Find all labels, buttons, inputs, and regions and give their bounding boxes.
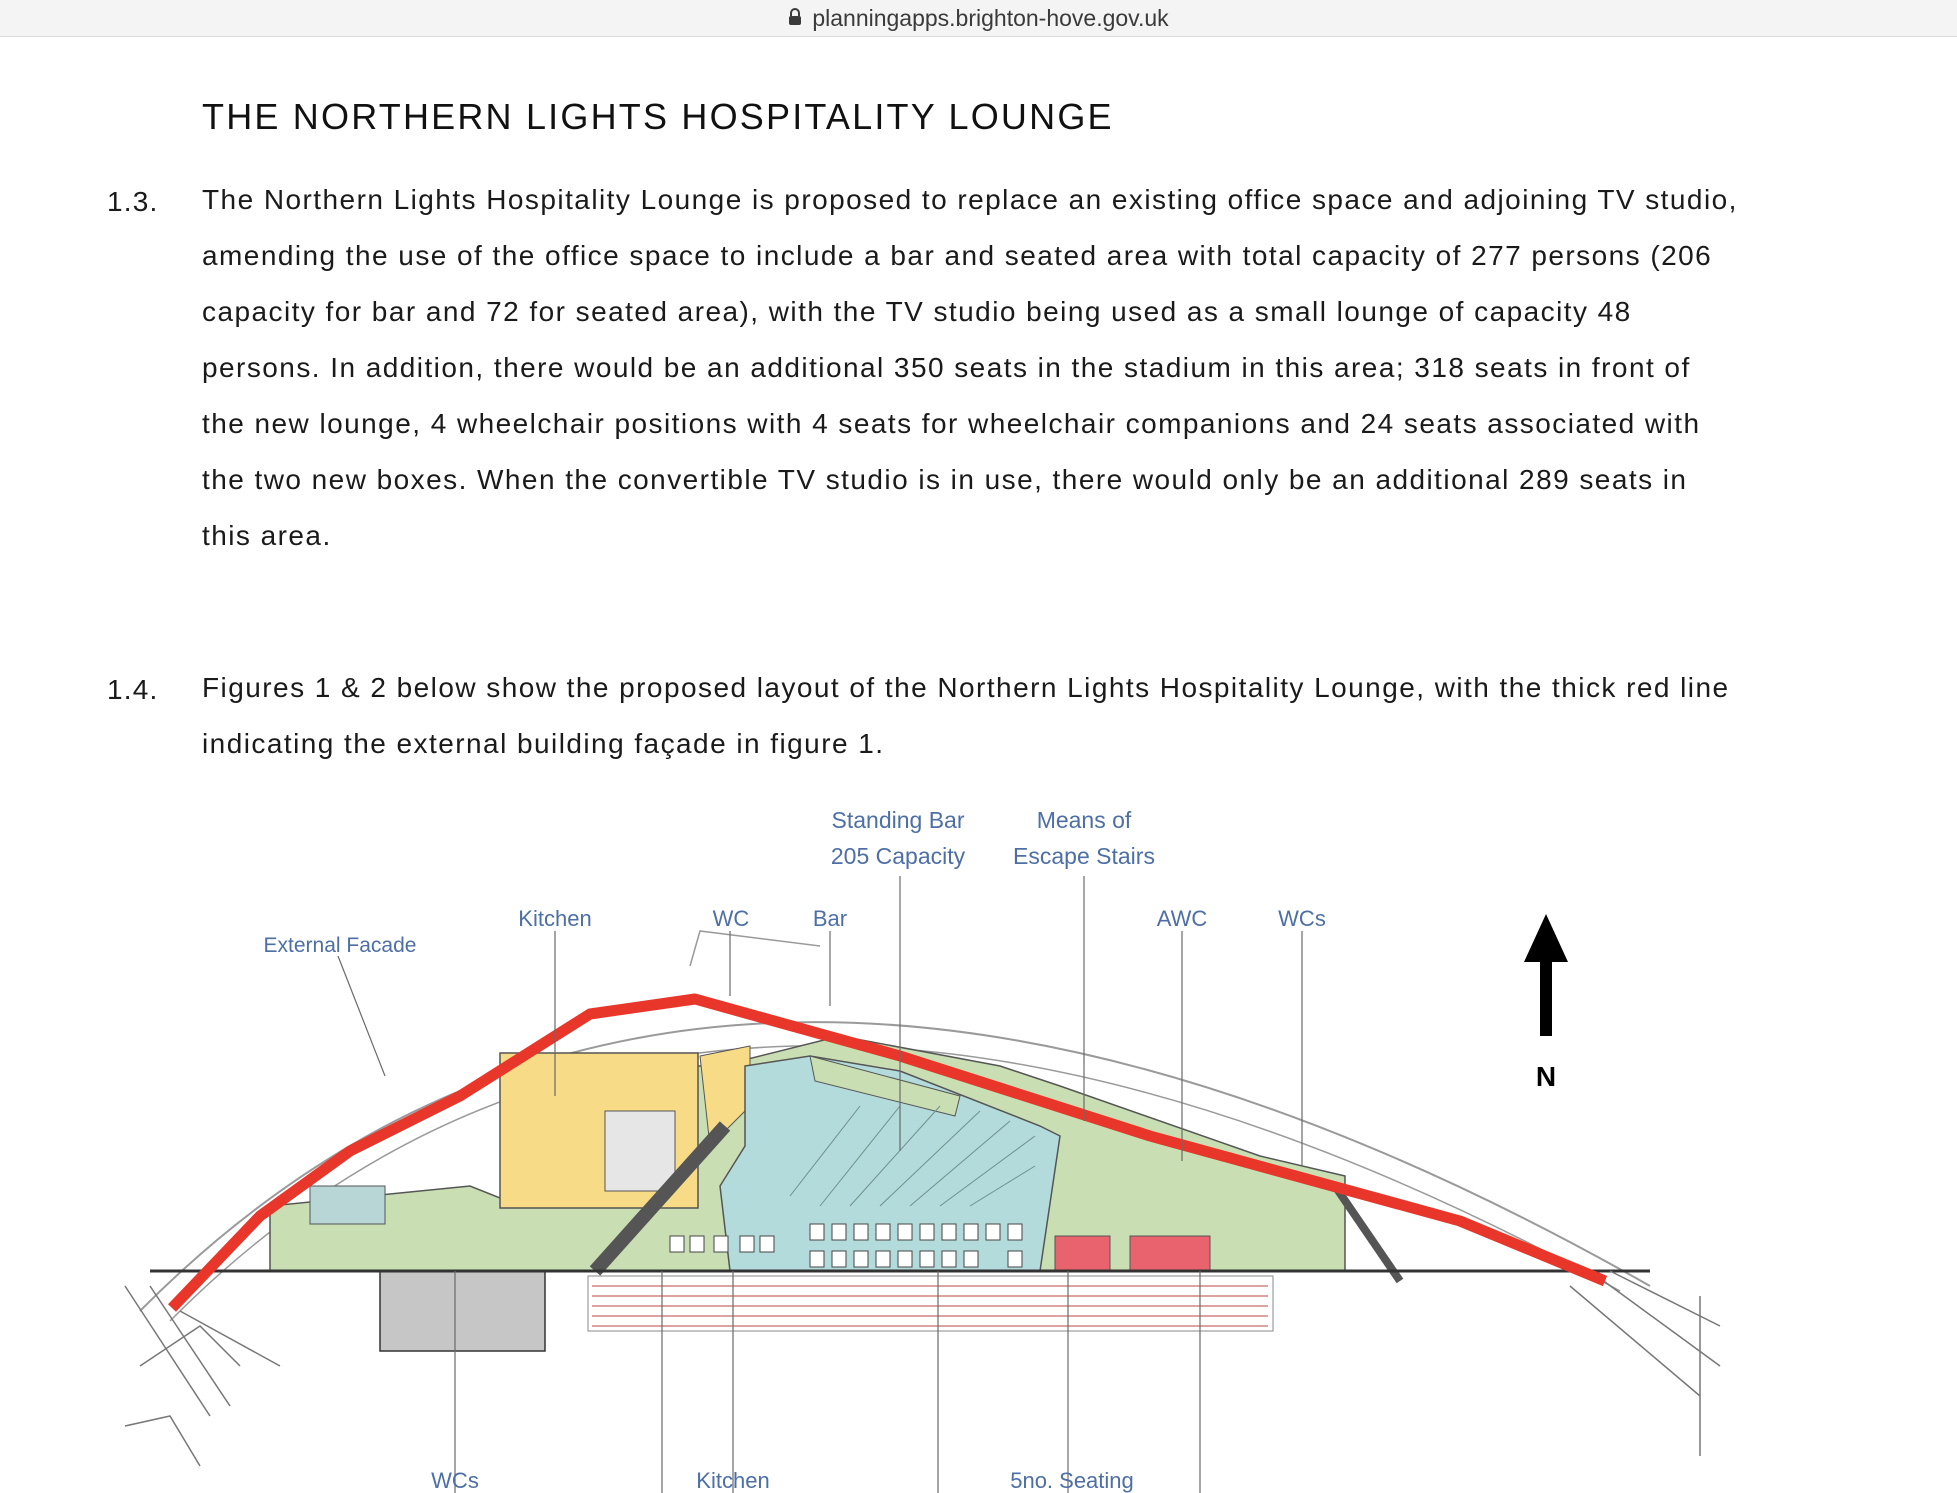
roof-edge	[690, 931, 820, 966]
label-kitchen-bottom: Kitchen	[696, 1468, 770, 1493]
paragraph-text: Figures 1 & 2 below show the proposed layout of the Northern Lights Hospitality Lounge, with the thick red line indicating the external building façade in figure 1.	[202, 672, 1730, 759]
left-stadium-stairs	[125, 1286, 280, 1466]
label-external-facade: External Facade	[263, 934, 417, 957]
label-kitchen-top: Kitchen	[518, 906, 592, 931]
box-1	[1055, 1236, 1110, 1271]
paragraph-number: 1.4.	[107, 674, 159, 705]
north-arrow-icon	[1524, 914, 1568, 1036]
label-wc: WC	[712, 906, 750, 931]
label-seating-bottom: 5no. Seating	[1010, 1468, 1134, 1493]
wc-block	[380, 1271, 545, 1351]
label-standing-bar-line1: Standing Bar	[831, 807, 965, 833]
paragraph-number: 1.3.	[107, 186, 159, 217]
label-bar: Bar	[812, 906, 848, 931]
stadium-seating	[588, 1276, 1273, 1331]
label-standing-bar-line2: 205 Capacity	[830, 843, 966, 869]
url-text: planningapps.brighton-hove.gov.uk	[812, 4, 1169, 31]
lock-icon	[788, 5, 802, 32]
label-wcs-bottom: WCs	[431, 1468, 479, 1493]
document-page	[0, 36, 1957, 1493]
browser-address-bar[interactable]	[0, 0, 1957, 37]
section-heading: THE NORTHERN LIGHTS HOSPITALITY LOUNGE	[202, 96, 1114, 137]
box-2	[1130, 1236, 1210, 1271]
label-wcs-top: WCs	[1278, 906, 1326, 931]
paragraph-text: The Northern Lights Hospitality Lounge is proposed to replace an existing office space and adjoining TV studio, amending the use of the office space to include a bar and seated area with total capacity of 277 persons (206 capacity for bar and 72 for seated area), with the TV studio being used as a small lounge of capacity 48 persons. In addition, there would be an additional 350 seats in the stadium in this area; 318 seats in front of the new lounge, 4 wheelchair positions with 4 seats for wheelchair companions and 24 seats associated with the two new boxes. When the convertible TV studio is in use, there would only be an additional 289 seats in this area.	[202, 184, 1738, 551]
north-label: N	[1535, 1061, 1557, 1092]
kitchen-store	[605, 1111, 675, 1191]
label-means-of-escape-line2: Escape Stairs	[1013, 843, 1155, 869]
floor-plan-figure	[0, 766, 1957, 1493]
label-means-of-escape-line1: Means of	[1036, 807, 1132, 833]
right-stadium-stairs	[1570, 1271, 1720, 1456]
stair-core	[310, 1186, 385, 1224]
label-awc: AWC	[1156, 906, 1208, 931]
